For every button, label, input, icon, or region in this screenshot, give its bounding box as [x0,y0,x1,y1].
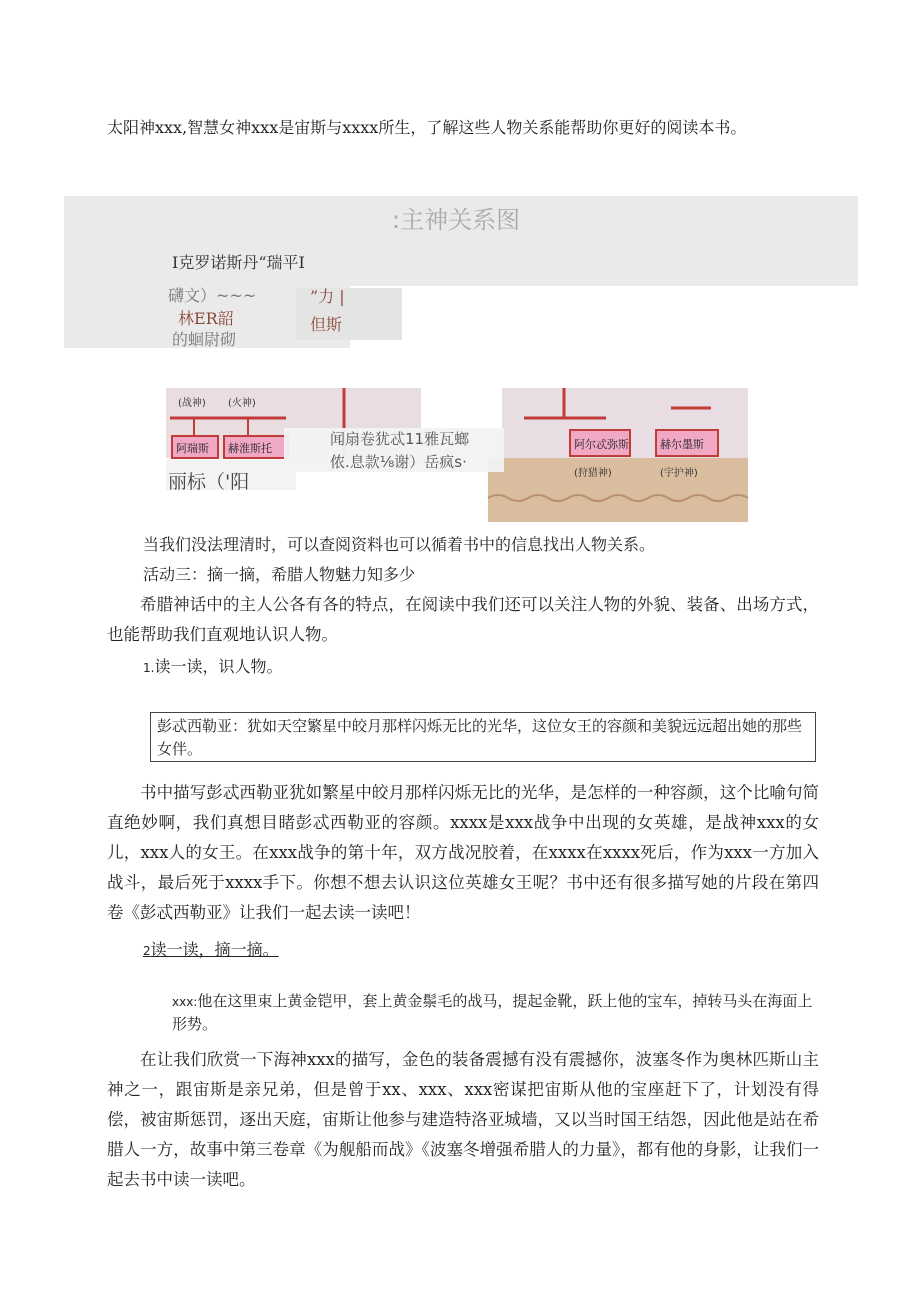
diagram-text: 但斯 [310,315,343,334]
step-heading [143,935,279,966]
box-label: 阿尔忒弥斯 [574,438,629,451]
step-heading [143,652,282,683]
diagram-title: :主神关系图 [392,206,521,234]
diagram-text: ”力 | [310,287,345,306]
step-number: 1. [143,661,155,675]
photo-caption-line: 闻扇卷犹忒11雅瓦螂 [330,430,470,448]
activity-heading: 活动三：摘一摘，希腊人物魅力知多少 [143,565,416,584]
box-tag: (狩猎神) [574,468,612,479]
box-label: 阿瑞斯 [176,442,209,455]
diagram-text: 林ER韶 [178,309,234,328]
box-tag: (火神) [228,398,256,409]
step-text: 读一读，识人物。 [154,657,283,676]
quote-speaker: xxx: [172,995,198,1009]
step-number: 2 [143,944,151,958]
photo-caption-line: 侬.息款⅛谢）岳疯s· [330,453,467,471]
diagram-text: 礴文）~~~ [168,286,257,305]
box-label: 赫尔墨斯 [660,438,704,451]
box-tag: (宇护神) [660,468,698,479]
box-label: 赫淮斯托 [228,442,272,455]
quote-box: 彭忒西勒亚：犹如天空繁星中皎月那样闪烁无比的光华，这位女王的容颜和美貌远远超出她的那些女伴。 [150,712,816,762]
diagram-text: 的蛔尉砌 [172,330,237,349]
quote-text: 他在这里束上黄金铠甲，套上黄金鬃毛的战马，提起金靴，跃上他的宝车，掉转马头在海面上形势。 [172,992,813,1033]
paragraph: 当我们没法理清时，可以查阅资料也可以循着书中的信息找出人物关系。 [143,535,656,554]
diagram-subtitle: I克罗诺斯丹“瑞平I [172,253,305,272]
paragraph: 书中描写彭忒西勒亚犹如繁星中皎月那样闪烁无比的光华，是怎样的一种容颜，这个比喻句简直绝妙啊，我们真想目睹彭忒西勒亚的容颜。xxxx是xxx战争中出现的女英雄，是战神xxx的女儿，xxx人的女王。在xxx战争的第十年，双方战况胶着，在xxxx在xxxx死后，作为xxx一方加入战斗，最后死于xxxx手下。你想不想去认识这位英雄女王呢？书中还有很多描写她的片段在第四卷《彭忒西勒亚》让我们一起去读一读吧！ [107,783,819,922]
box-tag: (战神) [178,398,206,409]
photo-paper-edge [488,458,748,522]
quote-excerpt [172,990,822,1035]
paragraph: 希腊神话中的主人公各有各的特点，在阅读中我们还可以关注人物的外貌、装备、出场方式，也能帮助我们直观地认识人物。 [107,595,819,644]
diagram-blank-area [350,286,858,348]
paragraph: 在让我们欣赏一下海神xxx的描写，金色的装备震撼有没有震撼你，波塞冬作为奥林匹斯山主神之一，跟宙斯是亲兄弟，但是曾于xx、xxx、xxx密谋把宙斯从他的宝座赶下了，计划没有得偿，被宙斯惩罚，逐出天庭，宙斯让他参与建造特洛亚城墙，又以当时国王结怨，因此他是站在希腊人一方，故事中第三卷章《为舰船而战》《波塞冬增强希腊人的力量》，都有他的身影，让我们一起去书中读一读吧。 [107,1050,819,1189]
step-text: 读一读，摘一摘。 [150,940,279,959]
intro-line: 太阳神xxx,智慧女神xxx是宙斯与xxxx所生，了解这些人物关系能帮助你更好的阅读本书。 [107,118,747,137]
photo-caption-line: 丽标（'阳 [168,471,250,493]
